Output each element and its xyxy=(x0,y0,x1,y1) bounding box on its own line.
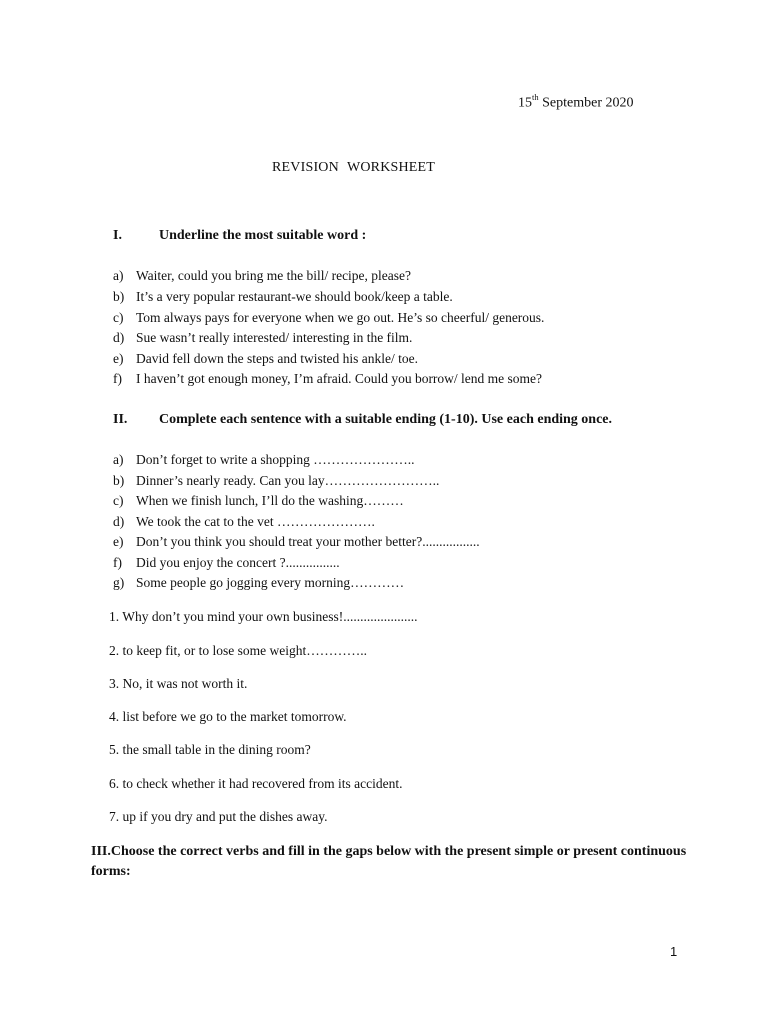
section2-heading: Complete each sentence with a suitable ending (1-10). Use each ending once. xyxy=(159,412,613,427)
item-letter: d) xyxy=(113,514,125,529)
item-letter: e) xyxy=(113,351,124,366)
item-text: It’s a very popular restaurant-we should book/keep a table. xyxy=(136,289,453,304)
item-text: Some people go jogging every morning………… xyxy=(136,575,405,590)
ending-item: 2. to keep fit, or to lose some weight………….. xyxy=(109,643,367,658)
ending-item: 7. up if you dry and put the dishes away. xyxy=(109,809,328,824)
ending-item: 3. No, it was not worth it. xyxy=(109,676,248,691)
document-date xyxy=(518,93,634,112)
section1-number: I. xyxy=(113,228,122,243)
item-letter: a) xyxy=(113,268,124,283)
item-text: When we finish lunch, I’ll do the washing……… xyxy=(136,493,404,508)
page-number: 1 xyxy=(670,944,678,959)
item-letter: c) xyxy=(113,493,124,508)
item-letter: f) xyxy=(113,371,122,386)
item-text: Tom always pays for everyone when we go out. He’s so cheerful/ generous. xyxy=(136,310,545,325)
item-letter: b) xyxy=(113,289,125,304)
ending-item: 1. Why don’t you mind your own business!...................... xyxy=(109,609,418,624)
item-text: I haven’t got enough money, I’m afraid. Could you borrow/ lend me some? xyxy=(136,371,543,386)
date-day: 15 xyxy=(518,95,532,111)
ending-item: 6. to check whether it had recovered from its accident. xyxy=(109,776,403,791)
item-text: We took the cat to the vet …………………. xyxy=(136,514,375,529)
item-text: Did you enjoy the concert ?................ xyxy=(136,555,340,570)
item-letter: d) xyxy=(113,330,125,345)
item-text: David fell down the steps and twisted his ankle/ toe. xyxy=(136,351,418,366)
item-text: Dinner’s nearly ready. Can you lay…………………….. xyxy=(136,473,440,488)
item-text: Waiter, could you bring me the bill/ recipe, please? xyxy=(136,268,412,283)
section1-heading: Underline the most suitable word : xyxy=(159,228,367,243)
item-letter: c) xyxy=(113,310,124,325)
ending-item: 5. the small table in the dining room? xyxy=(109,742,311,757)
item-letter: f) xyxy=(113,555,122,570)
date-suffix: th xyxy=(532,92,539,102)
item-letter: a) xyxy=(113,452,124,467)
title-part2: WORKSHEET xyxy=(346,160,436,175)
section3-heading: III.Choose the correct verbs and fill in the gaps below with the present simple or present continuous forms: xyxy=(91,844,687,879)
item-letter: g) xyxy=(113,575,125,590)
item-text: Don’t forget to write a shopping ………………….. xyxy=(136,452,415,467)
item-letter: b) xyxy=(113,473,125,488)
page-title xyxy=(272,160,435,176)
section2-number: II. xyxy=(113,412,128,427)
date-rest: September 2020 xyxy=(538,95,634,111)
ending-item: 4. list before we go to the market tomorrow. xyxy=(109,709,347,724)
item-text: Don’t you think you should treat your mother better?................. xyxy=(136,534,480,549)
title-part1: REVISION xyxy=(272,160,339,175)
item-text: Sue wasn’t really interested/ interesting in the film. xyxy=(136,330,413,345)
item-letter: e) xyxy=(113,534,124,549)
